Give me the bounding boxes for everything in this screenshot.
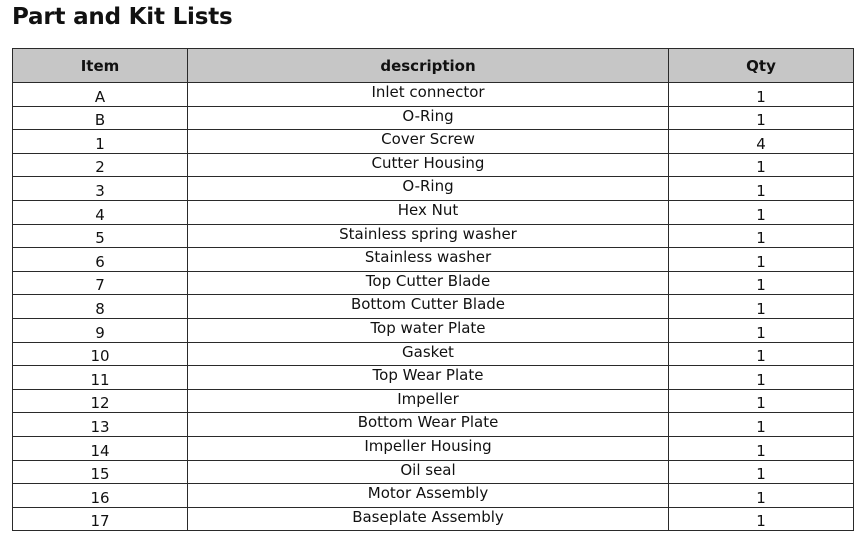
header-qty: Qty [669,49,854,83]
table-row [13,224,854,248]
cell-qty: 1 [669,484,854,508]
cell-qty: 4 [669,130,854,154]
cell-qty: 1 [669,83,854,107]
table-row [13,295,854,319]
cell-description: Impeller [188,389,669,413]
cell-description: Cutter Housing [188,153,669,177]
cell-qty: 1 [669,460,854,484]
cell-description: O-Ring [188,106,669,130]
table-row [13,106,854,130]
table-row [13,200,854,224]
cell-qty: 1 [669,413,854,437]
cell-description: Oil seal [188,460,669,484]
cell-qty: 1 [669,271,854,295]
table-row [13,318,854,342]
cell-item: 10 [13,342,188,366]
cell-item: 14 [13,436,188,460]
cell-item: 15 [13,460,188,484]
cell-item: 3 [13,177,188,201]
cell-description: Impeller Housing [188,436,669,460]
table-row [13,366,854,390]
table-row [13,389,854,413]
table-row [13,83,854,107]
cell-qty: 1 [669,507,854,531]
cell-qty: 1 [669,224,854,248]
table-row [13,413,854,437]
cell-description: Stainless washer [188,248,669,272]
cell-item: 17 [13,507,188,531]
table-row [13,248,854,272]
cell-item: 5 [13,224,188,248]
cell-item: A [13,83,188,107]
cell-description: Bottom Wear Plate [188,413,669,437]
cell-qty: 1 [669,248,854,272]
table-row [13,436,854,460]
cell-item: 9 [13,318,188,342]
cell-description: Baseplate Assembly [188,507,669,531]
cell-description: Bottom Cutter Blade [188,295,669,319]
table-row [13,177,854,201]
cell-qty: 1 [669,177,854,201]
cell-item: 1 [13,130,188,154]
table-row [13,484,854,508]
table-row [13,271,854,295]
cell-description: Cover Screw [188,130,669,154]
cell-qty: 1 [669,200,854,224]
cell-qty: 1 [669,342,854,366]
cell-qty: 1 [669,366,854,390]
cell-description: Hex Nut [188,200,669,224]
table-row [13,130,854,154]
cell-qty: 1 [669,106,854,130]
table-row [13,153,854,177]
cell-qty: 1 [669,389,854,413]
cell-item: 2 [13,153,188,177]
cell-qty: 1 [669,318,854,342]
cell-description: Top water Plate [188,318,669,342]
cell-description: Motor Assembly [188,484,669,508]
cell-description: Top Cutter Blade [188,271,669,295]
cell-item: 7 [13,271,188,295]
cell-description: Top Wear Plate [188,366,669,390]
header-row [13,49,854,83]
cell-item: B [13,106,188,130]
cell-qty: 1 [669,436,854,460]
cell-item: 13 [13,413,188,437]
page-title: Part and Kit Lists [12,4,233,30]
cell-qty: 1 [669,153,854,177]
header-item: Item [13,49,188,83]
cell-item: 8 [13,295,188,319]
cell-description: Gasket [188,342,669,366]
cell-item: 6 [13,248,188,272]
table-header [13,49,854,83]
cell-description: O-Ring [188,177,669,201]
table-row [13,460,854,484]
table-row [13,507,854,531]
table-body [13,83,854,531]
cell-qty: 1 [669,295,854,319]
cell-description: Stainless spring washer [188,224,669,248]
header-description: description [188,49,669,83]
cell-item: 11 [13,366,188,390]
cell-item: 4 [13,200,188,224]
cell-item: 12 [13,389,188,413]
table-row [13,342,854,366]
cell-item: 16 [13,484,188,508]
parts-table [12,48,854,531]
cell-description: Inlet connector [188,83,669,107]
